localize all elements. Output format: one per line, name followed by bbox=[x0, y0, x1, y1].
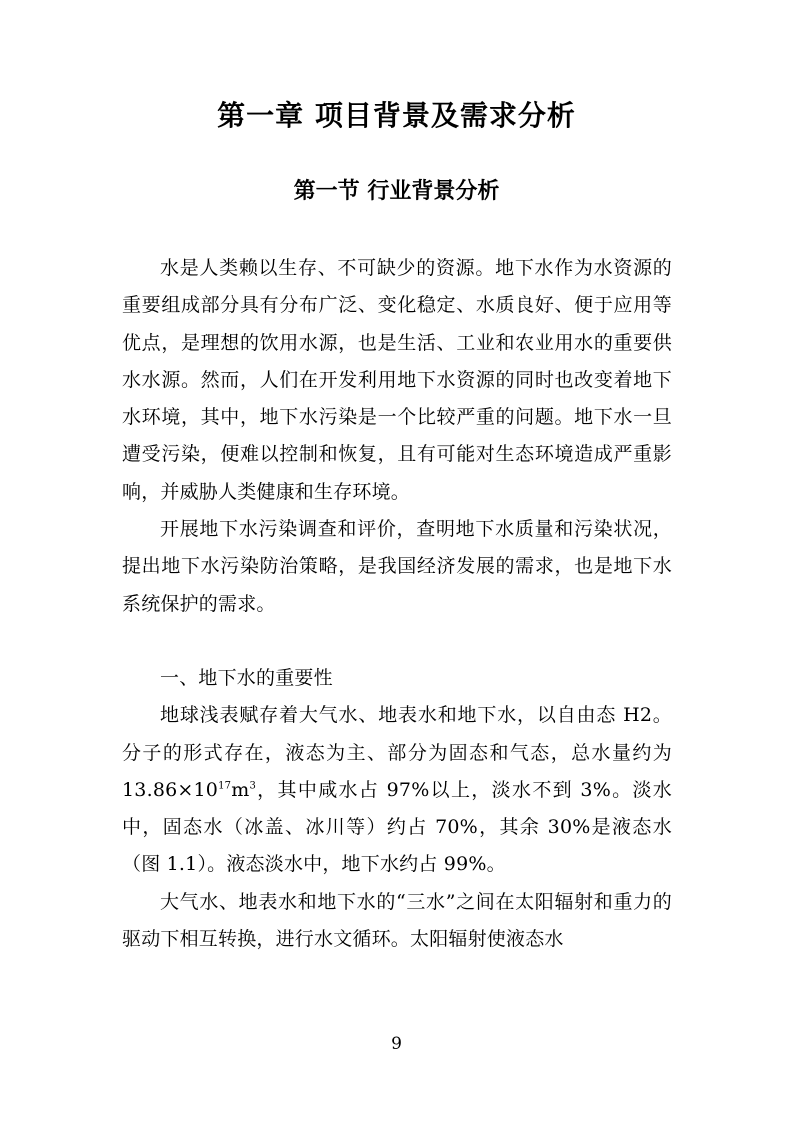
unit-text: m bbox=[231, 778, 250, 801]
body-text bbox=[122, 250, 672, 958]
exponent: 3 bbox=[249, 780, 256, 792]
page-number: 9 bbox=[391, 1034, 402, 1054]
paragraph-pollution-survey: 开展地下水污染调查和评价，查明地下水质量和污染状况，提出地下水污染防治策略，是我国经济发展的需求，也是地下水系统保护的需求。 bbox=[122, 518, 672, 615]
section-title: 第一节 行业背景分析 bbox=[293, 179, 500, 204]
paragraph-text: 地球浅表赋存着大气水、地表水和地下水，以自由态 H2。分子的形式存在，液态为主、部分为固态和气态，总水量约为 13.86×10 bbox=[122, 704, 672, 801]
exponent: 17 bbox=[218, 780, 232, 792]
paragraph-water-distribution bbox=[122, 697, 672, 883]
paragraph-water-resource: 水是人类赖以生存、不可缺少的资源。地下水作为水资源的重要组成部分具有分布广泛、变化稳定、水质良好、便于应用等优点，是理想的饮用水源，也是生活、工业和农业用水的重要供水水源。然而，人们在开发利用地下水资源的同时也改变着地下水环境，其中，地下水污染是一个比较严重的问题。地下水一旦遭受污染，便难以控制和恢复，且有可能对生态环境造成严重影响，并威胁人类健康和生存环境。 bbox=[122, 257, 672, 503]
chapter-title: 第一章 项目背景及需求分析 bbox=[217, 99, 576, 132]
paragraph-gap bbox=[122, 623, 672, 660]
paragraph-water-cycle: 大气水、地表水和地下水的“三水”之间在太阳辐射和重力的驱动下相互转换，进行水文循环。太阳辐射使液态水 bbox=[122, 890, 672, 951]
subheading-importance: 一、地下水的重要性 bbox=[160, 666, 333, 689]
paragraph-text: ，其中咸水占 97%以上，淡水不到 3%。淡水中，固态水（冰盖、冰川等）约占 70%，其余 30%是液态水（图 1.1）。液态淡水中，地下水约占 99%。 bbox=[122, 778, 672, 876]
